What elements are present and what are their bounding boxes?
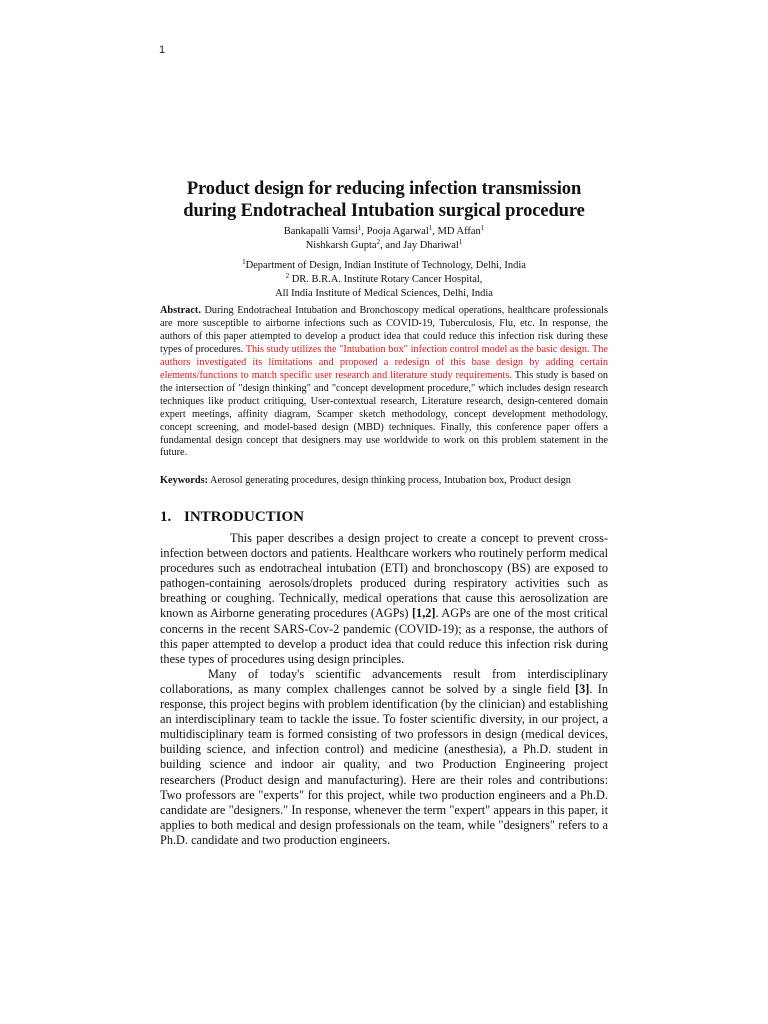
affiliations [160,259,608,301]
paragraph-text: . In response, this project begins with problem identification (by the clinician) and establishing an interdisciplinary team to tackle the issue. To foster scientific diversity, in our project, a multidisciplinary team is formed consisting of two professors in design (medical devices, building science, and infection control) and medicine (anesthesia), a Ph.D. student in building science and indoor air quality, and two Production Engineering project researchers (Product design and manufacturing). Here are their roles and contributions: Two professors are "experts" for this project, while two production engineers and a Ph.D. candidate are "designers." In response, whenever the term "expert" appears in this paper, it applies to both medical and design professionals on the team, while "designers" refers to a Ph.D. candidate and two production engineers. [160,681,608,847]
abstract [160,305,608,460]
abstract-text: This study is based on the intersection of "design thinking" and "concept development procedure," which includes design research techniques like product critiquing, User-contextual research, Literature research, design-centered domain expert meetings, affinity diagram, Scamper sketch methodology, concept development methodology, concept screening, and model-based design (MBD) techniques. Finally, this conference paper offers a fundamental design concept that designers may use worldwide to work on this problem statement in the future. [160,369,608,459]
author-name: MD Affan [437,226,481,237]
abstract-text: During Endotracheal Intubation and Bronchoscopy medical operations, healthcare professionals are more susceptible to airborne infections such as COVID-19, Tuberculosis, Flu, etc. In response, the authors of this paper attempted to develop a product idea that could reduce this infection risk during these types of procedures. [160,305,608,355]
affiliation-line-1 [160,259,608,273]
paper-title [160,178,608,222]
affiliation-marker: 2 [285,272,290,280]
section-number: 1. [160,509,172,525]
author-list [160,225,608,253]
author-separator: , and [380,240,404,251]
affiliation-marker: 1 [428,224,433,232]
affiliation-marker: 1 [458,238,463,246]
keywords-label: Keywords: [160,475,209,486]
section-body [160,531,608,848]
paragraph [160,531,608,667]
title-line-2: during Endotracheal Intubation surgical procedure [183,201,585,221]
affiliation-marker: 1 [480,224,485,232]
abstract-highlighted-text: This study utilizes the "Intubation box" infection control model as the basic design. The authors investigated its limitations and proposed a redesign of this base design by adding certain elements/functions to match specific user research and literature study requirements. [160,343,608,381]
affiliation-line-3: All India Institute of Medical Sciences, Delhi, India [275,288,493,299]
citation: [1,2] [411,606,436,621]
author-separator: , [361,226,367,237]
paragraph-text: Many of today's scientific advancements result from interdisciplinary collaborations, as many complex challenges cannot be solved by a single field [160,666,608,696]
section-heading [160,507,608,527]
page-number: 1 [159,44,166,56]
author-separator: , [432,226,438,237]
affiliation-marker: 2 [376,238,381,246]
author-name: Nishkarsh Gupta [305,240,377,251]
keywords [160,475,608,488]
section-title: INTRODUCTION [184,509,305,525]
author-name: Bankapalli Vamsi [283,226,358,237]
paragraph-text: This paper describes a design project to create a concept to prevent cross-infection between doctors and patients. Healthcare workers who routinely perform medical procedures such as endotracheal intubation (ETI) and bronchoscopy (BS) are exposed to pathogen-containing aerosols/droplets produced during respiratory activities such as breathing or coughing. Technically, medical operations that cause this aerosolization are known as Airborne generating procedures (AGPs) [160,531,608,621]
abstract-label: Abstract. [160,305,201,316]
author-name: Pooja Agarwal [366,226,429,237]
authors-line-1 [160,225,608,239]
citation: [3] [574,681,590,696]
title-line-1: Product design for reducing infection transmission [186,179,582,199]
author-name: Jay Dhariwal [403,240,459,251]
keywords-text: Aerosol generating procedures, design thinking process, Intubation box, Product design [208,475,571,486]
affiliation-marker: 1 [357,224,362,232]
affiliation-marker: 1 [242,258,246,266]
affiliation-text: DR. B.R.A. Institute Rotary Cancer Hospital, [289,274,483,285]
paragraph [160,667,608,848]
affiliation-line-2 [160,273,608,287]
authors-line-2 [160,239,608,253]
paragraph-text: . AGPs are one of the most critical concerns in the recent SARS-Cov-2 pandemic (COVID-19); as a response, the authors of this paper attempted to develop a product idea that could reduce this infection risk during these types of procedures using design principles. [160,606,608,666]
affiliation-text: Department of Design, Indian Institute of Technology, Delhi, India [245,260,526,271]
